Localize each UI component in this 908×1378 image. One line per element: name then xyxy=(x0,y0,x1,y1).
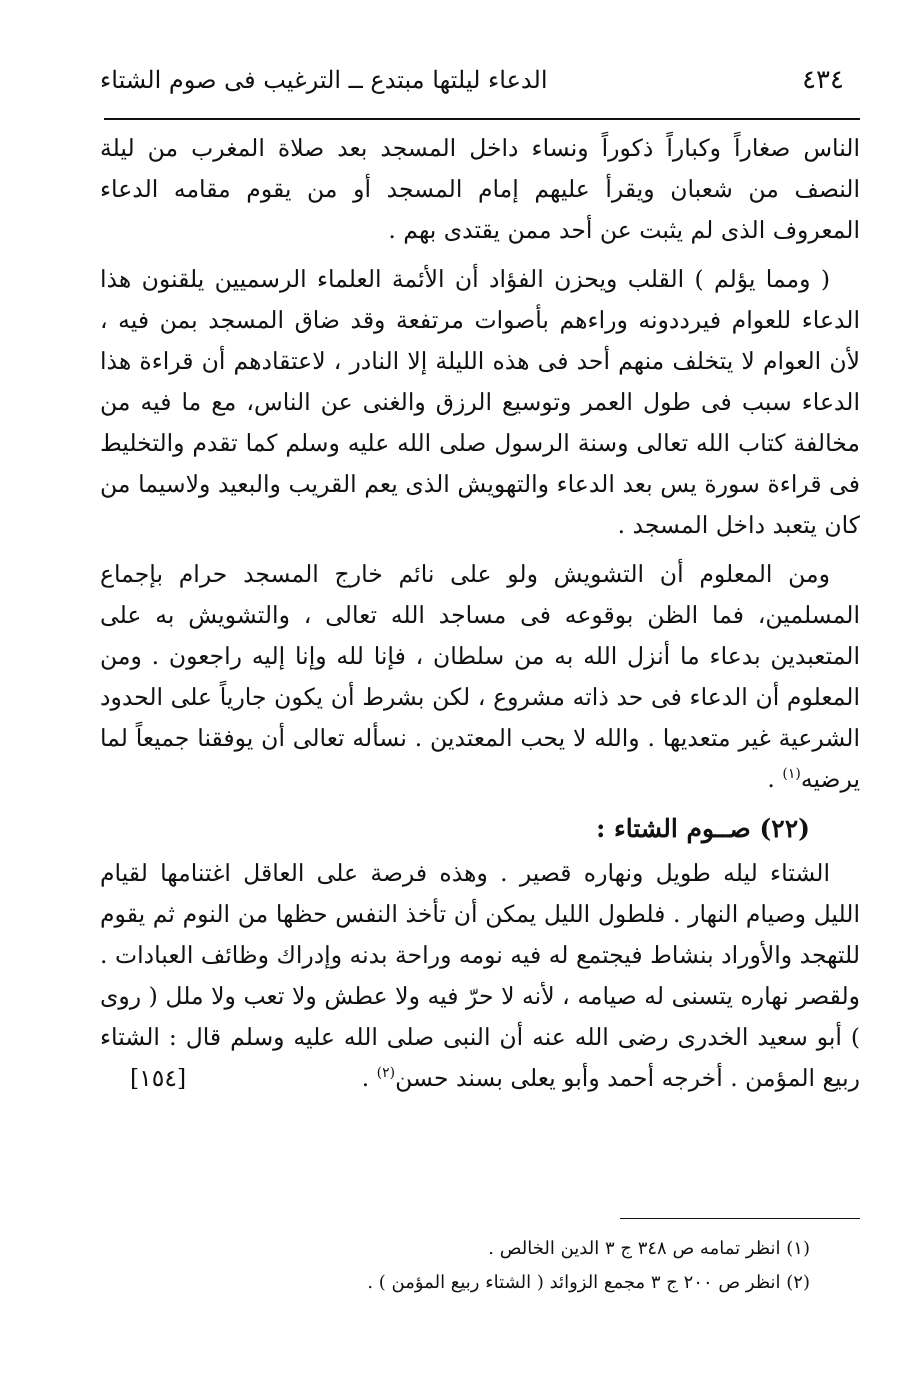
section-text-end: . xyxy=(361,1064,377,1092)
footnote-2: (٢) انظر ص ٢٠٠ ج ٣ مجمع الزوائد ( الشتاء ربيع المؤمن ) . xyxy=(367,1272,810,1293)
header-rule xyxy=(104,118,860,120)
footnote-ref-1[interactable]: (١) xyxy=(782,766,801,783)
footnote-ref-2[interactable]: (٢) xyxy=(376,1065,396,1082)
running-title: الدعاء ليلتها مبتدع ــ الترغيب فى صوم الشتاء xyxy=(100,66,548,94)
section-text: الشتاء ليله طويل ونهاره قصير . وهذه فرصة على العاقل اغتنامها لقيام الليل وصيام النهار . فلطول الليل يمكن أن تأخذ النفس حظها من النوم ثم يقوم للتهجد والأوراد بنشاط فيجتمع له فيه نومه وراحة بدنه وإدراك وظائف العبادات . ولقصر نهاره يتسنى له صيامه ، لأنه لا حرّ فيه ولا عطش ولا تعب ولا ملل ( روى ) أبو سعيد الخدرى رضى الله عنه أن النبى صلى الله عليه وسلم قال : الشتاء ربيع المؤمن . أخرجه أحمد وأبو يعلى بسند حسن xyxy=(100,859,860,1092)
section-paragraph xyxy=(100,853,860,1099)
body-text xyxy=(100,128,860,1107)
footnotes xyxy=(300,1232,810,1300)
footnote-rule xyxy=(620,1218,860,1219)
paragraph-2: ( ومما يؤلم ) القلب ويحزن الفؤاد أن الأئمة العلماء الرسميين يلقنون هذا الدعاء للعوام فيرددونه وراءهم بأصوات مرتفعة وقد ضاق المسجد بمن فيه ، لأن العوام لا يتخلف منهم أحد فى هذه الليلة إلا النادر ، لاعتقادهم أن قراءة هذا الدعاء سبب فى طول العمر وتوسيع الرزق والغنى عن الناس، مع ما فيه من مخالفة كتاب الله تعالى وسنة الرسول صلى الله عليه وسلم كما تقدم والتخليط فى قراءة سورة يس بعد الدعاء والتهويش الذى يعم القريب والبعيد ولاسيما من كان يتعبد داخل المسجد . xyxy=(100,265,860,539)
original-page-marker: [١٥٤] xyxy=(130,1064,187,1092)
paragraph-3 xyxy=(100,554,860,800)
paragraph-3-text: ومن المعلوم أن التشويش ولو على نائم خارج المسجد حرام بإجماع المسلمين، فما الظن بوقوعه فى مساجد الله تعالى ، والتشويش به على المتعبدين بدعاء ما أنزل الله به من سلطان ، فإنا لله وإنا إليه راجعون . ومن المعلوم أن الدعاء فى حد ذاته مشروع ، لكن بشرط أن يكون جارياً على الحدود الشرعية غير متعديها . والله لا يحب المعتدين . نسأله تعالى أن يوفقنا جميعاً لما يرضيه xyxy=(100,560,860,793)
page-number: ٤٣٤ xyxy=(802,65,844,95)
footnote-1: (١) انظر تمامه ص ٣٤٨ ج ٣ الدين الخالص . xyxy=(488,1238,810,1259)
paragraph-1: الناس صغاراً وكباراً ذكوراً ونساء داخل المسجد بعد صلاة المغرب من ليلة النصف من شعبان ويقرأ عليهم إمام المسجد أو من يقوم مقامه الدعاء المعروف الذى لم يثبت عن أحد ممن يقتدى بهم . xyxy=(100,134,860,244)
paragraph-3-end: . xyxy=(767,765,783,793)
section-heading: (٢٢) صــوم الشتاء : xyxy=(596,814,810,843)
page-header xyxy=(100,60,844,100)
